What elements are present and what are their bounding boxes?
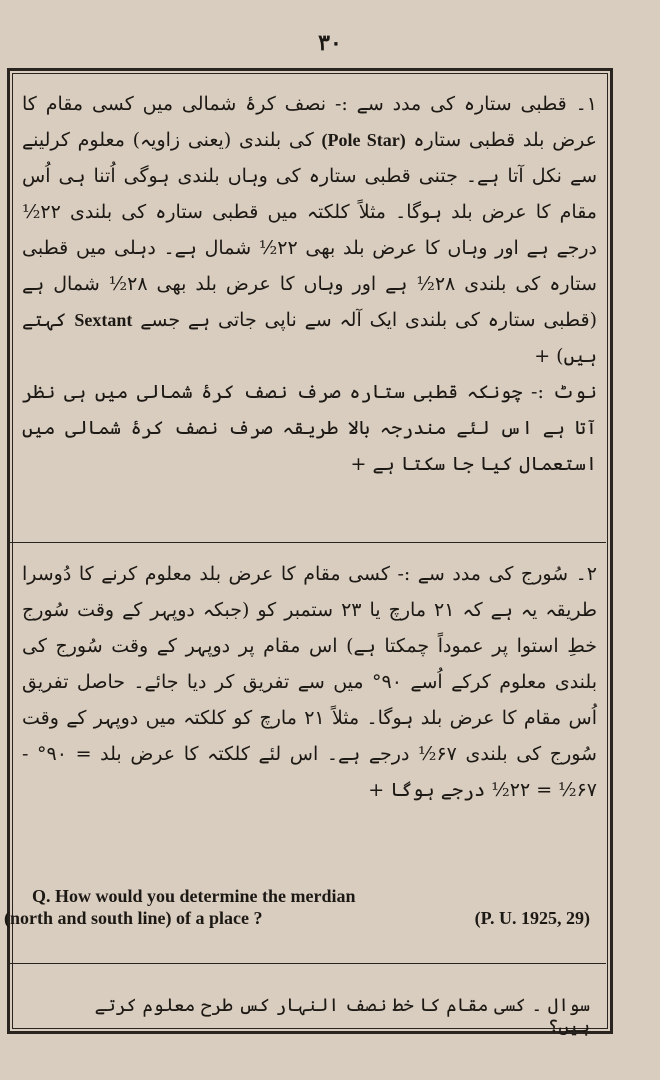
urdu-question: سوال ۔ کسی مقام کا خط نصف النہار کس طرح معلوم کرتے ہیں؟ [94,995,590,1037]
note-paragraph: نوٹ :- چونکہ قطبی ستارہ صرف نصف کرۂ شمالی میں ہی نظر آتا ہے اس لئے مندرجہ بالا طریقہ صرف نصف کرۂ شمالی میں استعمال کیا جا سکتا ہے + [22,381,597,475]
section-pole-star-text-after: کی بلندی (یعنی زاویہ) معلوم کرلینے سے نکل آتا ہے۔ جتنی قطبی ستارہ کی وہاں بلندی ہوگی اُتنا ہی اُس مقام کا عرض بلد ہوگا۔ مثلاً کلکتہ میں قطبی ستارہ کی بلندی ۲۲½ درجے ہے اور وہاں کا عرض بلد بھی ۲۲½ شمال ہے۔ دہلی میں قطبی ستارہ کی بلندی ۲۸½ ہے اور وہاں کا عرض بلد بھی ۲۸½ شمال ہے (قطبی ستارہ کی بلندی ایک آلہ سے ناپی جاتی ہے جسے [22,129,597,331]
section-divider [10,542,606,543]
english-question-line1: Q. How would you determine the merdian [32,886,356,906]
page-body [22,86,597,482]
section-pole-star-text-end: کہتے ہیں) + [22,309,597,367]
section-sun: ۲۔ سُورج کی مدد سے :- کسی مقام کا عرض بلد معلوم کرنے کا دُوسرا طریقہ یہ ہے کہ ۲۱ مارچ یا ۲۳ ستمبر کو (جبکہ دوپہر کے وقت سُورج خطِ استوا پر عموداً چمکتا ہے) اس مقام پر دوپہر کے وقت سُورج کی بلندی معلوم کرکے اُسے ۹۰° میں سے تفریق کر دیا جائے۔ حاصل تفریق اُس مقام کا عرض بلد ہوگا۔ مثلاً ۲۱ مارچ کو کلکتہ میں دوپہر کے وقت سُورج کی بلندی ۶۷½ درجے ہے۔ اس لئے کلکتہ کا عرض بلد = ۹۰° - ۶۷½ = ۲۲½ درجے ہوگا + [22,563,598,801]
page-number: ۳۰ [318,30,342,56]
pole-star-term: (Pole Star) [321,130,406,150]
question-divider [10,963,606,964]
english-question-line2-row [4,907,604,929]
sextant-term: Sextant [74,310,133,330]
section-pole-star [22,86,597,374]
english-question-line2: (north and south line) of a place ? [4,908,263,928]
english-question [4,885,604,929]
section-pole-star-text-before: ۱۔ قطبی ستارہ کی مدد سے :- نصف کرۂ شمالی میں کسی مقام کا عرض بلد قطبی ستارہ [22,93,597,151]
exam-reference: (P. U. 1925, 29) [474,908,590,928]
page-body-lower [22,552,597,808]
